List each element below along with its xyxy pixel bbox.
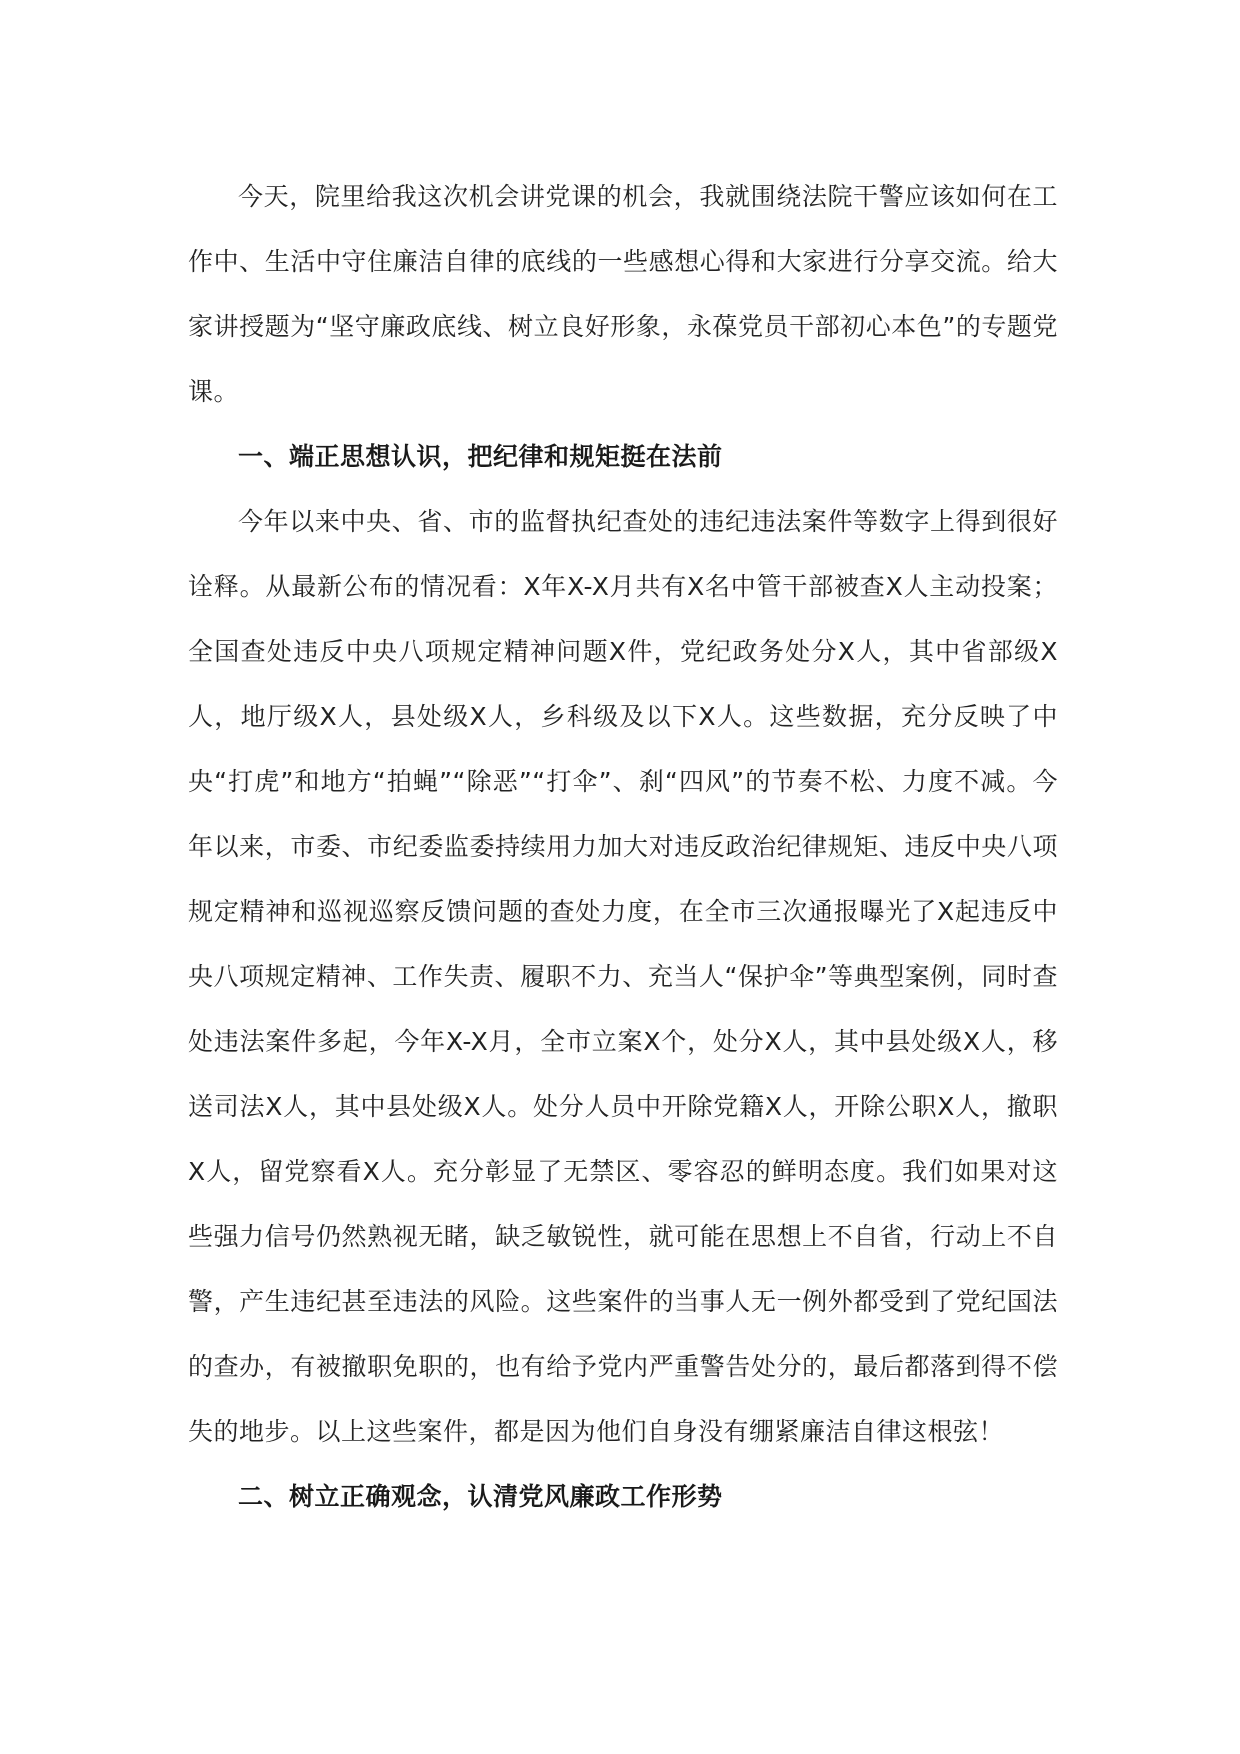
- section-heading-1: 一、端正思想认识，把纪律和规矩挺在法前: [238, 442, 723, 471]
- body-paragraph-1: 今年以来中央、省、市的监督执纪查处的违纪违法案件等数字上得到很好诠释。从最新公布的情况看：X年X-X月共有X名中管干部被查X人主动投案；全国查处违反中央八项规定精神问题X件，党纪政务处分X人，其中省部级X人，地厅级X人，县处级X人，乡科级及以下X人。这些数据，充分反映了中央“打虎”和地方“拍蝇”“除恶”“打伞”、刹“四风”的节奏不松、力度不减。今年以来，市委、市纪委监委持续用力加大对违反政治纪律规矩、违反中央八项规定精神和巡视巡察反馈问题的查处力度，在全市三次通报曝光了X起违反中央八项规定精神、工作失责、履职不力、充当人“保护伞”等典型案例，同时查处违法案件多起，今年X-X月，全市立案X个，处分X人，其中县处级X人，移送司法X人，其中县处级X人。处分人员中开除党籍X人，开除公职X人，撤职X人，留党察看X人。充分彰显了无禁区、零容忍的鲜明态度。我们如果对这些强力信号仍然熟视无睹，缺乏敏锐性，就可能在思想上不自省，行动上不自警，产生违纪甚至违法的风险。这些案件的当事人无一例外都受到了党纪国法的查办，有被撤职免职的，也有给予党内严重警告处分的，最后都落到得不偿失的地步。以上这些案件，都是因为他们自身没有绷紧廉洁自律这根弦！: [188, 507, 1058, 1446]
- document-page: [188, 164, 1058, 1529]
- section-heading-2: 二、树立正确观念，认清党风廉政工作形势: [238, 1482, 723, 1511]
- intro-paragraph: 今天，院里给我这次机会讲党课的机会，我就围绕法院干警应该如何在工作中、生活中守住廉洁自律的底线的一些感想心得和大家进行分享交流。给大家讲授题为“坚守廉政底线、树立良好形象，永葆党员干部初心本色”的专题党课。: [188, 182, 1058, 406]
